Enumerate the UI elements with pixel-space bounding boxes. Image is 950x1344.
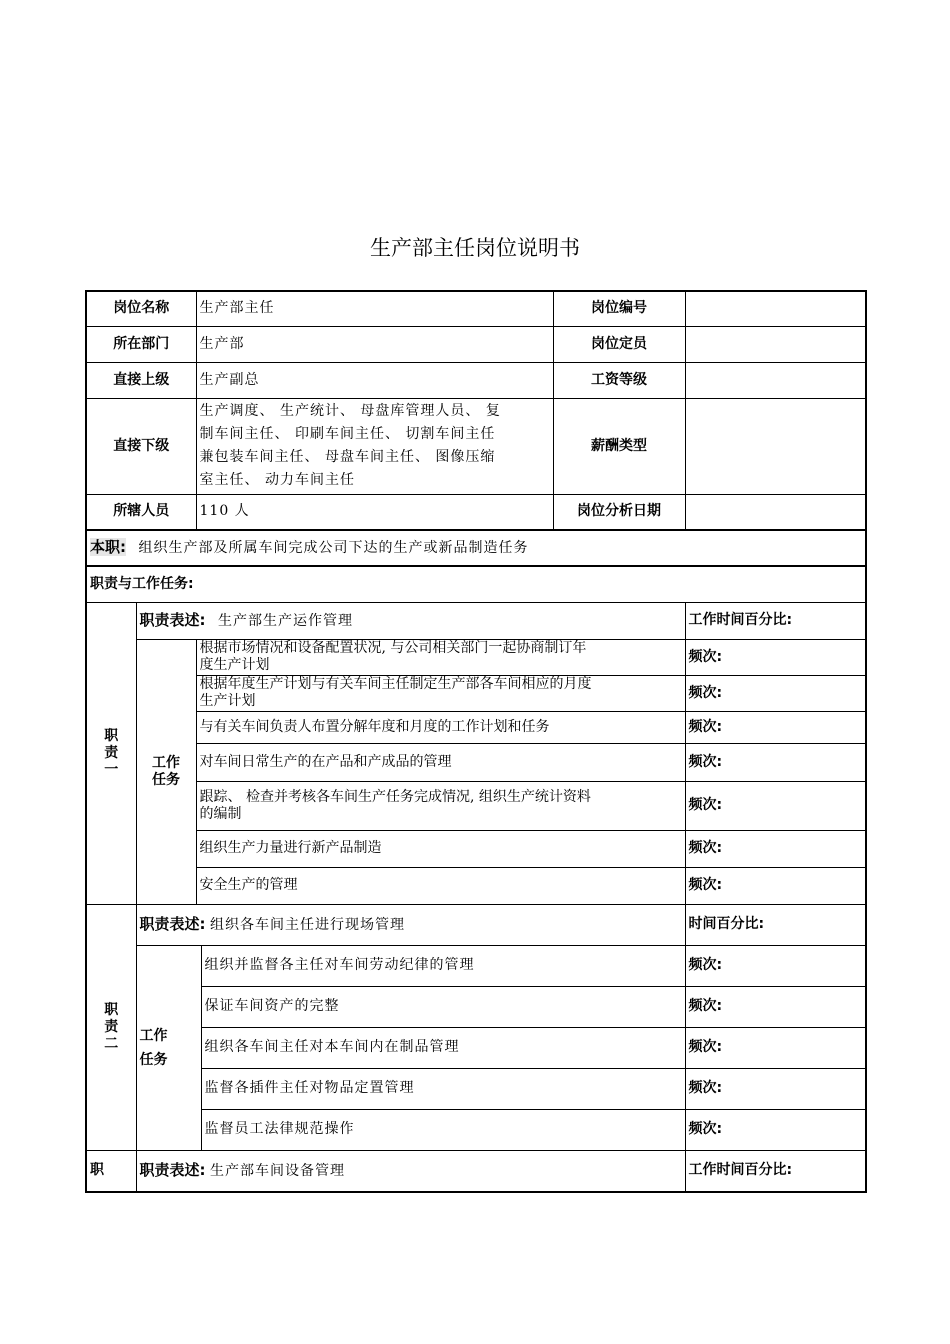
position-name-label: 岗位名称 [86, 291, 196, 326]
duty1-task-freq: 频次: [685, 830, 866, 867]
core-duty-label: 本职: [90, 538, 126, 556]
duty2-statement-label: 职责表述: [139, 914, 206, 933]
salary-grade-value [685, 362, 866, 398]
duty3-side-label: 职 [86, 1150, 136, 1192]
duty1-task-freq: 频次: [685, 675, 866, 711]
duties-heading: 职责与工作任务: [86, 566, 866, 602]
duty1-percent-label: 工作时间百分比: [685, 602, 866, 639]
duty1-task: 组织生产力量进行新产品制造 [196, 830, 685, 867]
superior-value: 生产副总 [196, 362, 553, 398]
duty2-task: 组织并监督各主任对车间劳动纪律的管理 [201, 945, 685, 986]
duty3-statement-label: 职责表述: [139, 1160, 206, 1179]
duty2-task-freq: 频次: [685, 1027, 866, 1068]
duty1-task-freq: 频次: [685, 711, 866, 743]
duty2-statement-text: 组织各车间主任进行现场管理 [209, 916, 405, 933]
duty2-task: 监督员工法律规范操作 [201, 1109, 685, 1150]
position-name-value: 生产部主任 [196, 291, 553, 326]
duty1-task-freq: 频次: [685, 639, 866, 675]
duty1-task-freq: 频次: [685, 781, 866, 830]
subordinates-line: 室主任、 动力车间主任 [199, 472, 355, 488]
duty2-task: 监督各插件主任对物品定置管理 [201, 1068, 685, 1109]
duty2-task: 组织各车间主任对本车间内在制品管理 [201, 1027, 685, 1068]
analysis-date-label: 岗位分析日期 [553, 494, 685, 530]
duty1-statement [136, 602, 685, 639]
subordinates-line: 生产调度、 生产统计、 母盘库管理人员、 复 [199, 403, 501, 419]
duty1-task-freq: 频次: [685, 743, 866, 781]
duty2-task-freq: 频次: [685, 945, 866, 986]
dept-value: 生产部 [196, 326, 553, 362]
subordinates-line: 兼包装车间主任、 母盘车间主任、 图像压缩 [199, 449, 496, 465]
duty2-task-freq: 频次: [685, 1068, 866, 1109]
duty1-tasks-label: 工作 任务 [136, 639, 196, 904]
duty2-task: 保证车间资产的完整 [201, 986, 685, 1027]
duty3-statement [136, 1150, 685, 1192]
duty2-task-freq: 频次: [685, 986, 866, 1027]
duty1-task: 与有关车间负责人布置分解年度和月度的工作计划和任务 [196, 711, 685, 743]
duty1-task: 根据市场情况和设备配置状况, 与公司相关部门一起协商制订年 度生产计划 [196, 639, 685, 675]
duty1-task: 跟踪、 检查并考核各车间生产任务完成情况, 组织生产统计资料 的编制 [196, 781, 685, 830]
job-description-table [85, 290, 867, 1193]
duty1-statement-label: 职责表述: [139, 610, 206, 629]
duty2-tasks-label: 工作 任务 [136, 945, 201, 1150]
headcount-value [685, 326, 866, 362]
duty2-statement [136, 904, 685, 945]
position-code-label: 岗位编号 [553, 291, 685, 326]
core-duty-text: 组织生产部及所属车间完成公司下达的生产或新品制造任务 [138, 540, 529, 556]
duty1-task: 对车间日常生产的在产品和产成品的管理 [196, 743, 685, 781]
staff-label: 所辖人员 [86, 494, 196, 530]
core-duty-row [86, 530, 866, 566]
salary-grade-label: 工资等级 [553, 362, 685, 398]
duty2-side-label: 职 责 二 [86, 904, 136, 1150]
staff-value: 110 人 [196, 494, 553, 530]
superior-label: 直接上级 [86, 362, 196, 398]
duty1-task: 根据年度生产计划与有关车间主任制定生产部各车间相应的月度 生产计划 [196, 675, 685, 711]
duty3-percent-label: 工作时间百分比: [685, 1150, 866, 1192]
pay-type-label: 薪酬类型 [553, 398, 685, 494]
duty1-statement-text: 生产部生产运作管理 [217, 612, 353, 629]
duty2-task-freq: 频次: [685, 1109, 866, 1150]
headcount-label: 岗位定员 [553, 326, 685, 362]
duty1-side-label: 职 责 一 [86, 602, 136, 904]
dept-label: 所在部门 [86, 326, 196, 362]
pay-type-value [685, 398, 866, 494]
duty1-task-freq: 频次: [685, 867, 866, 904]
position-code-value [685, 291, 866, 326]
duty1-task: 安全生产的管理 [196, 867, 685, 904]
subordinates-label: 直接下级 [86, 398, 196, 494]
analysis-date-value [685, 494, 866, 530]
subordinates-line: 制车间主任、 印刷车间主任、 切割车间主任 [199, 426, 496, 442]
subordinates-value [196, 398, 553, 494]
duty3-statement-text: 生产部车间设备管理 [209, 1162, 345, 1179]
page-title: 生产部主任岗位说明书 [370, 236, 580, 260]
duty2-percent-label: 时间百分比: [685, 904, 866, 945]
